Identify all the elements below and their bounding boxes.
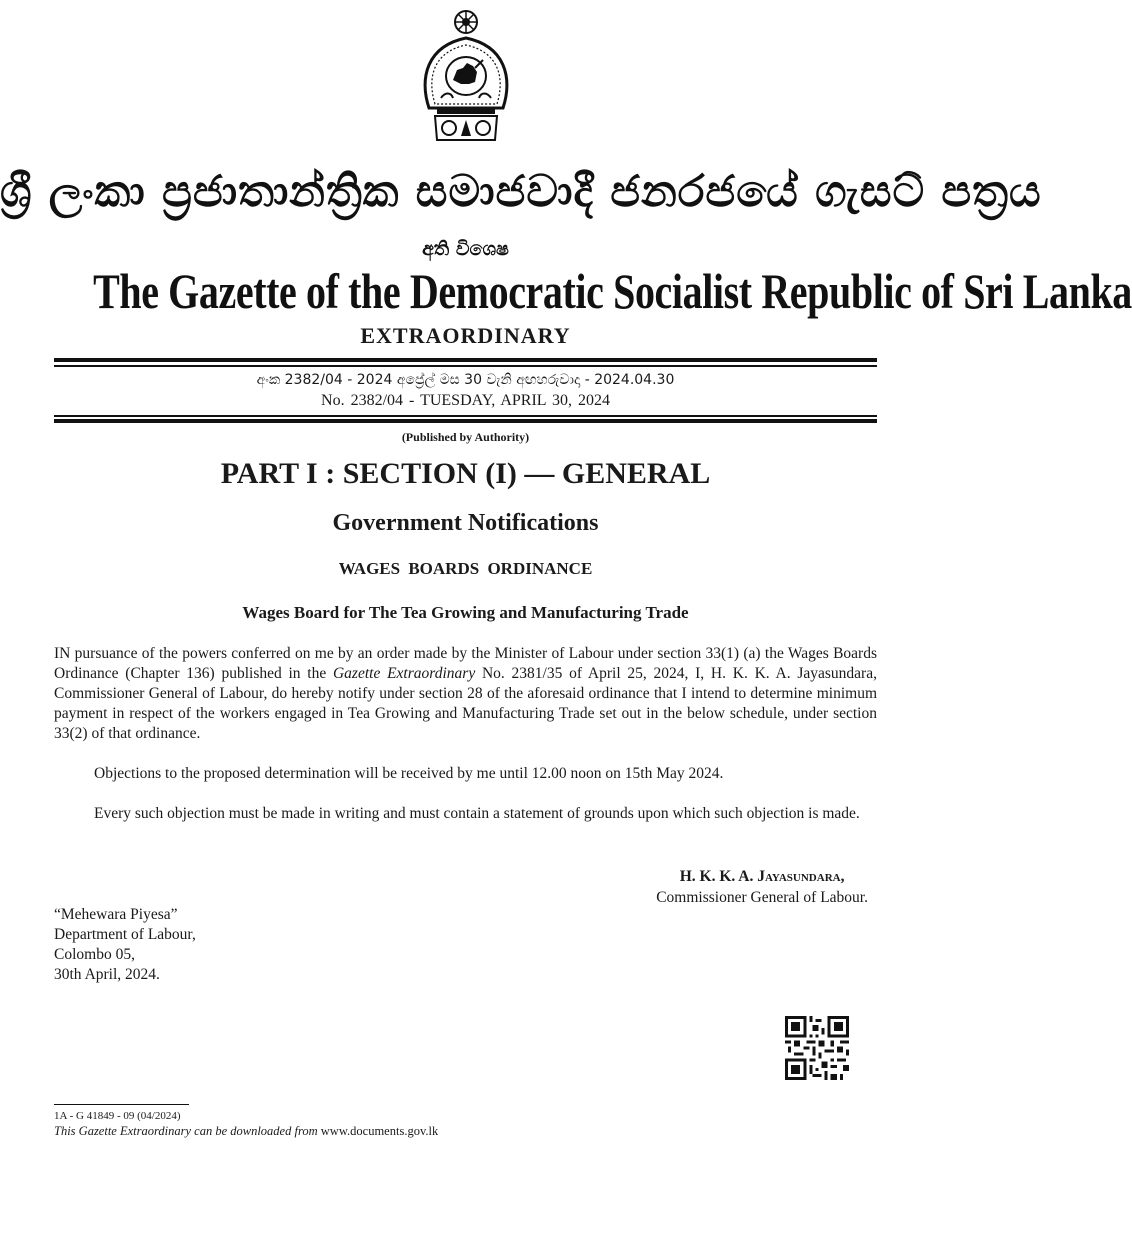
signer-name: H. K. K. A. Jayasundara, <box>679 868 845 885</box>
sinhala-extraordinary-label: අති විශෙෂ <box>422 238 509 260</box>
address-block <box>54 905 196 985</box>
address-line: “Mehewara Piyesa” <box>54 906 178 923</box>
category-heading: Government Notifications <box>332 510 599 536</box>
sri-lanka-emblem <box>415 8 517 144</box>
sinhala-gazette-title: ශ්‍රී ලංකා ප්‍රජාතාන්ත්‍රික සමාජවාදී ජනරජයේ ගැසට් පත්‍රය <box>0 166 1042 217</box>
print-reference: 1A - G 41849 - 09 (04/2024) <box>54 1110 181 1122</box>
address-line: Colombo 05, <box>54 946 135 963</box>
board-heading: Wages Board for The Tea Growing and Manufacturing Trade <box>242 603 689 622</box>
signature-block <box>656 866 868 908</box>
issue-line-english: No. 2382/04 - TUESDAY, APRIL 30, 2024 <box>321 392 610 409</box>
notice-paragraph-3: Every such objection must be made in writing and must contain a statement of grounds upon which such objection is made. <box>94 805 860 822</box>
edition-label: EXTRAORDINARY <box>360 323 571 348</box>
notice-paragraph-1: IN pursuance of the powers conferred on me by an order made by the Minister of Labour under section 33(1) (a) the Wages Boards Ordinance (Chapter 136) published in the Gazette Extraordinary No. 2381/35 of April 25, 2024, I, H. K. K. A. Jayasundara, Commissioner General of Labour, do hereby notify under section 28 of the aforesaid ordinance that I intend to determine minimum payment in respect of the workers engaged in Tea Growing and Manufacturing Trade set out in the below schedule, under section 33(2) of that ordinance. <box>54 645 877 742</box>
ordinance-heading: WAGES BOARDS ORDINANCE <box>338 559 593 578</box>
header-rule-thick <box>54 358 877 362</box>
download-note: This Gazette Extraordinary can be downloaded from www.documents.gov.lk <box>54 1124 439 1138</box>
qr-code-icon <box>785 1016 849 1080</box>
download-url: www.documents.gov.lk <box>320 1124 439 1138</box>
issue-rule-thick <box>54 419 877 423</box>
footer-rule <box>54 1104 189 1105</box>
notice-paragraph-2: Objections to the proposed determination will be received by me until 12.00 noon on 15th May 2024. <box>94 765 724 782</box>
gazette-title: The Gazette of the Democratic Socialist Republic of Sri Lanka <box>93 263 1132 319</box>
footer <box>54 1109 438 1139</box>
address-date: 30th April, 2024. <box>54 966 160 983</box>
header-rule-thin <box>54 365 877 367</box>
part-heading: PART I : SECTION (I) — GENERAL <box>220 457 711 490</box>
signer-title: Commissioner General of Labour. <box>656 889 868 906</box>
published-by-authority: (Published by Authority) <box>401 430 530 444</box>
issue-rule-thin <box>54 415 877 417</box>
issue-line-sinhala: අංක 2382/04 - 2024 අප්‍රේල් මස 30 වැනි අඟහරුවාදා - 2024.04.30 <box>256 372 675 388</box>
address-line: Department of Labour, <box>54 926 196 943</box>
